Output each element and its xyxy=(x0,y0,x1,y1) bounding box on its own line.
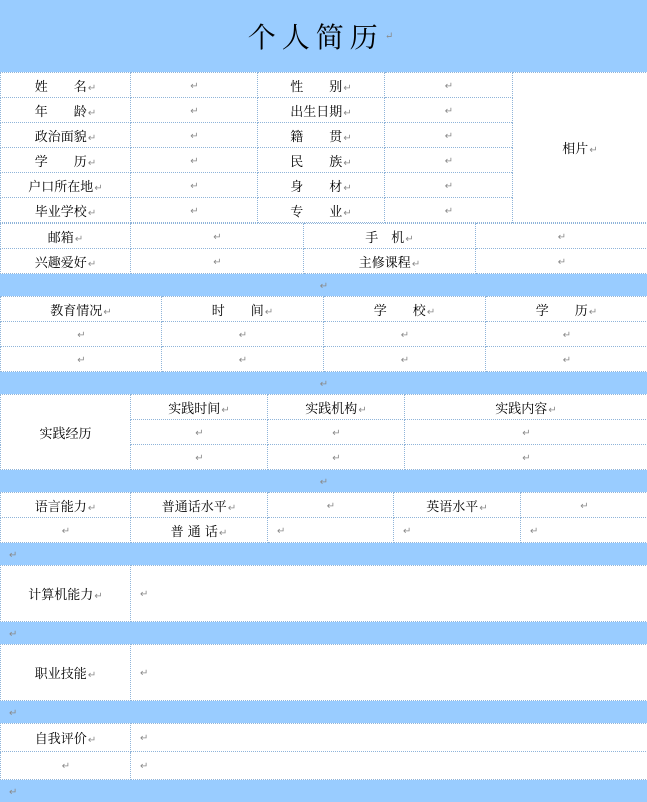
phone-value[interactable]: ↵ xyxy=(476,224,647,249)
value-cell[interactable]: ↵ xyxy=(394,518,521,543)
divider-band: ↵ xyxy=(0,701,647,723)
computer-table xyxy=(0,565,647,622)
section-divider xyxy=(0,470,647,492)
practice-time-header: 实践时间↵ xyxy=(131,395,268,420)
value-cell[interactable]: ↵ xyxy=(385,148,513,173)
time-header: 时 间↵ xyxy=(162,297,324,322)
label-cell: 性 别↵ xyxy=(258,73,385,98)
degree-header: 学 历↵ xyxy=(486,297,647,322)
value-cell[interactable]: ↵ xyxy=(521,493,647,518)
value-cell[interactable]: ↵ xyxy=(268,518,394,543)
skills-label: 职业技能↵ xyxy=(1,645,131,701)
skills-table xyxy=(0,644,647,701)
label-cell: 学 历↵ xyxy=(1,148,131,173)
value-cell[interactable]: ↵ xyxy=(131,98,258,123)
self-eval-row xyxy=(1,752,647,780)
value-cell[interactable]: ↵ xyxy=(1,322,162,347)
label-cell: 民 族↵ xyxy=(258,148,385,173)
self-eval-label: 自我评价↵ xyxy=(1,724,131,752)
mandarin-level-label: 普通话水平↵ xyxy=(131,493,268,518)
divider-band: ↵ xyxy=(0,274,647,296)
value-cell[interactable]: ↵ xyxy=(131,123,258,148)
email-value[interactable]: ↵ xyxy=(131,224,304,249)
title-text: 个人简历 xyxy=(248,16,384,56)
education-table xyxy=(0,296,647,372)
value-cell[interactable]: ↵ xyxy=(268,420,405,445)
table-row xyxy=(1,322,647,347)
practice-header-row xyxy=(1,395,647,420)
label-cell: 姓 名↵ xyxy=(1,73,131,98)
section-divider xyxy=(0,543,647,565)
value-cell[interactable]: ↵ xyxy=(131,420,268,445)
label-cell: 专 业↵ xyxy=(258,198,385,223)
section-divider xyxy=(0,274,647,296)
language-label: 语言能力↵ xyxy=(1,493,131,518)
value-cell[interactable]: ↵ xyxy=(385,198,513,223)
value-cell[interactable]: ↵ xyxy=(131,752,647,780)
language-row xyxy=(1,518,647,543)
value-cell[interactable]: ↵ xyxy=(268,445,405,470)
label-cell: 毕业学校↵ xyxy=(1,198,131,223)
mandarin-label: 普 通 话↵ xyxy=(131,518,268,543)
photo-cell[interactable]: 相片↵ xyxy=(513,73,647,223)
value-cell[interactable]: ↵ xyxy=(131,173,258,198)
self-eval-value[interactable]: ↵ xyxy=(131,724,647,752)
value-cell[interactable]: ↵ xyxy=(385,173,513,198)
practice-label: 实践经历 xyxy=(1,395,131,470)
label-cell: 年 龄↵ xyxy=(1,98,131,123)
value-cell[interactable]: ↵ xyxy=(162,322,324,347)
computer-label: 计算机能力↵ xyxy=(1,566,131,622)
divider-band: ↵ xyxy=(0,470,647,492)
value-cell[interactable]: ↵ xyxy=(385,98,513,123)
value-cell[interactable]: ↵ xyxy=(131,148,258,173)
table-row xyxy=(1,347,647,372)
value-cell[interactable]: ↵ xyxy=(324,322,486,347)
value-cell[interactable]: ↵ xyxy=(1,518,131,543)
divider-band: ↵ xyxy=(0,622,647,644)
value-cell[interactable]: ↵ xyxy=(486,347,647,372)
phone-label: 手 机↵ xyxy=(304,224,476,249)
self-eval-table xyxy=(0,723,647,780)
practice-content-header: 实践内容↵ xyxy=(405,395,647,420)
computer-value[interactable]: ↵ xyxy=(131,566,647,622)
education-label: 教育情况↵ xyxy=(1,297,162,322)
school-header: 学 校↵ xyxy=(324,297,486,322)
basic-row xyxy=(1,73,647,98)
value-cell[interactable]: ↵ xyxy=(324,347,486,372)
value-cell[interactable]: ↵ xyxy=(1,752,131,780)
divider-band: ↵ xyxy=(0,543,647,565)
value-cell[interactable]: ↵ xyxy=(405,420,647,445)
value-cell[interactable]: ↵ xyxy=(131,198,258,223)
divider-band: ↵ xyxy=(0,372,647,394)
language-row xyxy=(1,493,647,518)
practice-org-header: 实践机构↵ xyxy=(268,395,405,420)
contact-row xyxy=(1,224,647,249)
label-cell: 身 材↵ xyxy=(258,173,385,198)
english-level-label: 英语水平↵ xyxy=(394,493,521,518)
section-divider xyxy=(0,622,647,644)
contact-table xyxy=(0,223,647,274)
computer-row xyxy=(1,566,647,622)
section-divider xyxy=(0,701,647,723)
label-cell: 政治面貌↵ xyxy=(1,123,131,148)
skills-value[interactable]: ↵ xyxy=(131,645,647,701)
divider-band: ↵ xyxy=(0,780,647,802)
label-cell: 籍 贯↵ xyxy=(258,123,385,148)
section-divider xyxy=(0,372,647,394)
value-cell[interactable]: ↵ xyxy=(268,493,394,518)
self-eval-row xyxy=(1,724,647,752)
education-header-row xyxy=(1,297,647,322)
contact-row xyxy=(1,249,647,274)
label-cell: 出生日期↵ xyxy=(258,98,385,123)
label-cell: 户口所在地↵ xyxy=(1,173,131,198)
courses-label: 主修课程↵ xyxy=(304,249,476,274)
value-cell[interactable]: ↵ xyxy=(1,347,162,372)
value-cell[interactable]: ↵ xyxy=(385,73,513,98)
value-cell[interactable]: ↵ xyxy=(131,445,268,470)
skills-row xyxy=(1,645,647,701)
value-cell[interactable]: ↵ xyxy=(131,73,258,98)
hobby-value[interactable]: ↵ xyxy=(131,249,304,274)
hobby-label: 兴趣爱好↵ xyxy=(1,249,131,274)
value-cell[interactable]: ↵ xyxy=(405,445,647,470)
resume-title: 个人简历 ↵ xyxy=(0,0,647,72)
courses-value[interactable]: ↵ xyxy=(476,249,647,274)
value-cell[interactable]: ↵ xyxy=(521,518,647,543)
language-table xyxy=(0,492,647,543)
value-cell[interactable]: ↵ xyxy=(385,123,513,148)
value-cell[interactable]: ↵ xyxy=(486,322,647,347)
email-label: 邮箱↵ xyxy=(1,224,131,249)
basic-info-table xyxy=(0,72,647,223)
value-cell[interactable]: ↵ xyxy=(162,347,324,372)
practice-table xyxy=(0,394,647,470)
